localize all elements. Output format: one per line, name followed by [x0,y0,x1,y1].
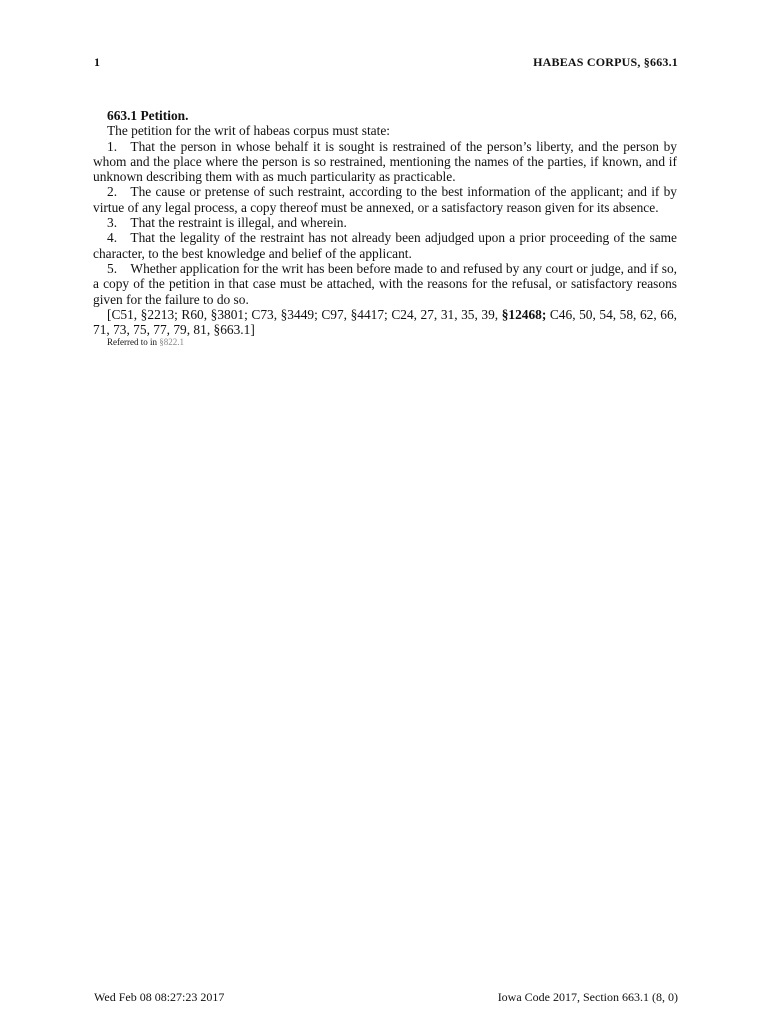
section-body [93,108,677,347]
history-suffix: C46, 50, 54, 58, 62, 66, 71, 73, 75, 77, 79, 81, §663.1] [93,306,677,338]
list-item: 1. That the person in whose behalf it is sought is restrained of the person’s liberty, and the person by whom and the place where the person is so restrained, mentioning the names of the parties, if known, and if unknown describing them with as much particularity as practicable. [93,138,677,185]
list-item: 4. That the legality of the restraint has not already been adjudged upon a prior proceeding of the same character, to the best knowledge and belief of the applicant. [93,230,677,261]
list-item: 5. Whether application for the writ has been before made to and refused by any court or judge, and if so, a copy of the petition in that case must be attached, with the reasons for the refusal, or satisfactory reasons given for the failure to do so. [93,260,677,307]
page-number: 1 [94,55,100,69]
list-item: 2. The cause or pretense of such restraint, according to the best information of the applicant; and if by virtue of any legal process, a copy thereof must be annexed, or a satisfactory reason given for its absence. [93,184,677,215]
section-heading: 663.1 Petition. [107,108,189,123]
referred-link[interactable]: §822.1 [159,337,184,348]
history-prefix: [C51, §2213; R60, §3801; C73, §3449; C97, §4417; C24, 27, 31, 35, 39, [107,306,502,322]
footer-citation: Iowa Code 2017, Section 663.1 (8, 0) [497,990,678,1004]
history-note [93,307,677,338]
referred-label: Referred to in [107,337,160,348]
list-item: 3. That the restraint is illegal, and wherein. [107,215,347,231]
footer-timestamp: Wed Feb 08 08:27:23 2017 [94,990,225,1004]
history-bold-citation: §12468; [501,306,547,322]
section-intro: The petition for the writ of habeas corpus must state: [107,123,390,139]
referred-to-note [107,337,677,347]
running-title: HABEAS CORPUS, §663.1 [533,55,678,69]
